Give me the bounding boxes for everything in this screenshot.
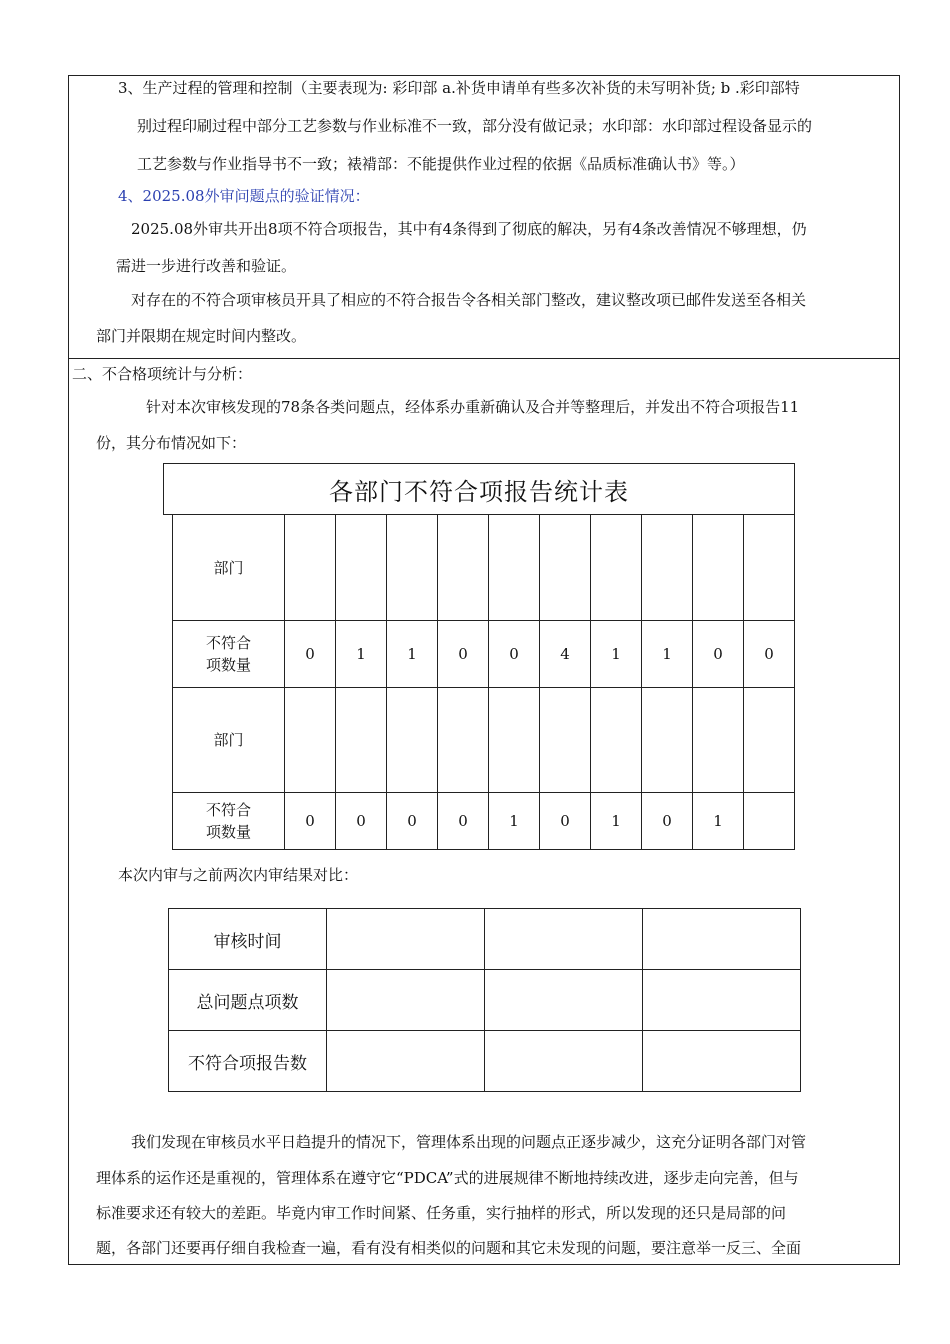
cmp-row-total-issues <box>169 970 801 1031</box>
count-cell: 1 <box>693 793 744 850</box>
cmp-label-nonconformity-reports: 不符合项报告数 <box>169 1031 327 1092</box>
count-cell: 1 <box>642 621 693 688</box>
count-cell: 1 <box>387 621 438 688</box>
dept-cell <box>336 515 387 621</box>
cmp-cell <box>327 909 485 970</box>
cmp-cell <box>485 1031 643 1092</box>
dept-cell <box>744 688 795 793</box>
count-label <box>173 621 285 688</box>
count-cell: 0 <box>438 621 489 688</box>
cmp-cell <box>327 970 485 1031</box>
count-cell: 0 <box>336 793 387 850</box>
count-cell: 0 <box>285 793 336 850</box>
dept-cell <box>285 688 336 793</box>
count-cell: 0 <box>744 621 795 688</box>
count-label-line2: 项数量 <box>205 656 251 674</box>
count-cell <box>744 793 795 850</box>
cmp-cell <box>643 1031 801 1092</box>
count-cell: 0 <box>693 621 744 688</box>
comparison-intro: 本次内审与之前两次内审结果对比： <box>118 866 359 884</box>
cmp-cell <box>643 909 801 970</box>
cmp-row-nonconformity-reports <box>169 1031 801 1092</box>
item4-paragraph2-line1: 对存在的不符合项审核员开具了相应的不符合报告令各相关部门整改，建议整改项已邮件发送至各相关 <box>131 291 807 309</box>
item4-paragraph1-line1: 2025.08外审共开出8项不符合项报告，其中有4条得到了彻底的解决，另有4条改善情况不够理想，仍 <box>131 220 807 238</box>
count-cell: 1 <box>489 793 540 850</box>
item3-line2: 别过程印刷过程中部分工艺参数与作业标准不一致，部分没有做记录；水印部：水印部过程设备显示的 <box>137 117 813 135</box>
cmp-cell <box>327 1031 485 1092</box>
count-label-line1: 不符合 <box>205 634 251 652</box>
section-divider <box>68 358 900 359</box>
dept-cell <box>387 688 438 793</box>
dept-cell <box>540 688 591 793</box>
cmp-cell <box>643 970 801 1031</box>
count-row-2 <box>173 793 795 850</box>
conclusion-line2: 理体系的运作还是重视的，管理体系在遵守它“PDCA”式的进展规律不断地持续改进，逐步走向完善，但与 <box>96 1169 799 1187</box>
count-cell: 0 <box>438 793 489 850</box>
count-cell: 0 <box>387 793 438 850</box>
dept-label: 部门 <box>173 688 285 793</box>
section2-intro-line2: 份，其分布情况如下： <box>96 434 247 452</box>
dept-cell <box>438 515 489 621</box>
dept-cell <box>387 515 438 621</box>
dept-cell <box>591 688 642 793</box>
dept-cell <box>642 688 693 793</box>
count-cell: 0 <box>642 793 693 850</box>
cmp-cell <box>485 970 643 1031</box>
count-cell: 0 <box>540 793 591 850</box>
count-label-line1: 不符合 <box>205 801 251 819</box>
count-cell: 0 <box>285 621 336 688</box>
conclusion-line4: 题，各部门还要再仔细自我检查一遍，看有没有相类似的问题和其它未发现的问题，要注意举一反三、全面 <box>96 1239 802 1257</box>
item3-line3: 工艺参数与作业指导书不一致；裱褙部：不能提供作业过程的依据《品质标准确认书》等。） <box>137 155 745 173</box>
dept-cell <box>693 688 744 793</box>
stat-table-title: 各部门不符合项报告统计表 <box>163 463 795 515</box>
item4-heading: 4、2025.08外审问题点的验证情况： <box>118 187 370 205</box>
item4-paragraph2-line2: 部门并限期在规定时间内整改。 <box>96 327 307 345</box>
count-cell: 4 <box>540 621 591 688</box>
comparison-table <box>168 908 801 1092</box>
dept-cell <box>489 688 540 793</box>
count-cell: 1 <box>591 621 642 688</box>
dept-cell <box>642 515 693 621</box>
dept-row-2 <box>173 688 795 793</box>
cmp-row-audit-time <box>169 909 801 970</box>
item4-paragraph1-line2: 需进一步进行改善和验证。 <box>116 257 297 275</box>
item3-line1: 3、生产过程的管理和控制（主要表现为: 彩印部 a.补货申请单有些多次补货的未写明补货; b .彩印部特 <box>118 79 800 97</box>
dept-cell <box>540 515 591 621</box>
dept-cell <box>336 688 387 793</box>
dept-cell <box>693 515 744 621</box>
dept-cell <box>285 515 336 621</box>
cmp-cell <box>485 909 643 970</box>
dept-label: 部门 <box>173 515 285 621</box>
section2-intro-line1: 针对本次审核发现的78条各类问题点，经体系办重新确认及合并等整理后，并发出不符合项报告11 <box>146 398 800 416</box>
dept-cell <box>744 515 795 621</box>
dept-row-1 <box>173 515 795 621</box>
department-stat-table <box>172 514 795 850</box>
count-cell: 1 <box>591 793 642 850</box>
count-label-line2: 项数量 <box>205 823 251 841</box>
cmp-label-audit-time: 审核时间 <box>169 909 327 970</box>
conclusion-line3: 标准要求还有较大的差距。毕竟内审工作时间紧、任务重，实行抽样的形式，所以发现的还只是局部的问 <box>96 1204 787 1222</box>
section2-heading: 二、不合格项统计与分析： <box>72 365 253 383</box>
dept-cell <box>591 515 642 621</box>
cmp-label-total-issues: 总问题点项数 <box>169 970 327 1031</box>
count-label <box>173 793 285 850</box>
count-cell: 1 <box>336 621 387 688</box>
dept-cell <box>438 688 489 793</box>
conclusion-line1: 我们发现在审核员水平日趋提升的情况下，管理体系出现的问题点正逐步减少，这充分证明各部门对管 <box>131 1133 807 1151</box>
dept-cell <box>489 515 540 621</box>
count-cell: 0 <box>489 621 540 688</box>
count-row-1 <box>173 621 795 688</box>
